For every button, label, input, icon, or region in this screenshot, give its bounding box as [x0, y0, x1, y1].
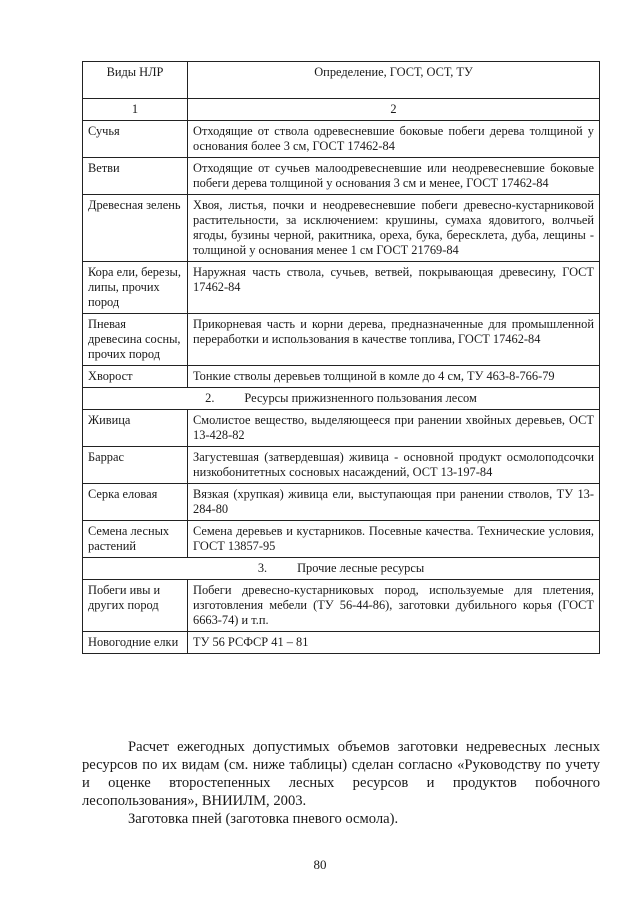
header-col-types: Виды НЛР [83, 62, 188, 99]
body-paragraph-stumps: Заготовка пней (заготовка пневого осмола). [128, 811, 399, 827]
resource-name: Сучья [83, 121, 188, 158]
table-row [83, 158, 600, 195]
body-paragraph-calculation: Расчет ежегодных допустимых объемов заготовки недревесных лесных ресурсов по их видам (см. ниже таблицы) сделан согласно «Руководству по учету и оценке второстепенных лесных ресурсов и продуктов побочного лесопользования», ВНИИЛМ, 2003. [82, 739, 600, 809]
table-row [83, 410, 600, 447]
section-heading-row [83, 558, 600, 580]
resource-definition: Смолистое вещество, выделяющееся при ранении хвойных деревьев, ОСТ 13-428-82 [188, 410, 600, 447]
resource-name: Древесная зелень [83, 195, 188, 262]
table-row [83, 521, 600, 558]
resource-name: Хворост [83, 366, 188, 388]
resource-definition: Наружная часть ствола, сучьев, ветвей, покрывающая древесину, ГОСТ 17462-84 [188, 262, 600, 314]
resource-definition: Прикорневая часть и корни дерева, предназначенные для промышленной переработки и использования в качестве топлива, ГОСТ 17462-84 [188, 314, 600, 366]
page-number: 80 [313, 857, 327, 872]
resource-definition: Отходящие от ствола одревесневшие боковые побеги дерева толщиной у основания более 3 см, ГОСТ 17462-84 [188, 121, 600, 158]
resource-definition: Отходящие от сучьев малоодревесневшие или неодревесневшие боковые побеги дерева толщиной у основания 3 см и менее, ГОСТ 17462-84 [188, 158, 600, 195]
resource-name: Семена лесных растений [83, 521, 188, 558]
resource-name: Живица [83, 410, 188, 447]
column-number-2: 2 [188, 99, 600, 121]
resource-name: Ветви [83, 158, 188, 195]
resource-name: Баррас [83, 447, 188, 484]
table-row [83, 484, 600, 521]
resource-name: Серка еловая [83, 484, 188, 521]
section-heading [83, 558, 600, 580]
table-row [83, 195, 600, 262]
table-row [83, 580, 600, 632]
table-row [83, 262, 600, 314]
table-row [83, 121, 600, 158]
section-title: Ресурсы прижизненного пользования лесом [244, 391, 477, 405]
section-number: 3. [257, 561, 268, 575]
resource-definition: Хвоя, листья, почки и неодревесневшие побеги древесно-кустарниковой растительности, за исключением: крушины, сумаха ядовитого, волчьей ягоды, бузины черной, ракитника, ореха, бука, бересклета, дуба, лещины - толщиной у основания менее 1 см ГОСТ 21769-84 [188, 195, 600, 262]
resource-definition: Вязкая (хрупкая) живица ели, выступающая при ранении стволов, ТУ 13-284-80 [188, 484, 600, 521]
table-row [83, 447, 600, 484]
column-number-1: 1 [83, 99, 188, 121]
resource-definition: Загустевшая (затвердевшая) живица - основной продукт осмолоподсочки низкобонитетных сосновых насаждений, ОСТ 13-197-84 [188, 447, 600, 484]
resource-definition: Побеги древесно-кустарниковых пород, используемые для плетения, изготовления мебели (ТУ 56-44-86), заготовки дубильного корья (ГОСТ 6663-74) и т.п. [188, 580, 600, 632]
resource-definition: ТУ 56 РСФСР 41 – 81 [188, 632, 600, 654]
section-title: Прочие лесные ресурсы [297, 561, 425, 575]
column-number-row [83, 99, 600, 121]
header-col-definition: Определение, ГОСТ, ОСТ, ТУ [188, 62, 600, 99]
section-number: 2. [205, 391, 215, 405]
resource-name: Новогодние елки [83, 632, 188, 654]
table-row [83, 366, 600, 388]
resource-name: Пневая древесина сосны, прочих пород [83, 314, 188, 366]
resource-definition: Семена деревьев и кустарников. Посевные качества. Технические условия, ГОСТ 13857-95 [188, 521, 600, 558]
resource-definition: Тонкие стволы деревьев толщиной в комле до 4 см, ТУ 463-8-766-79 [188, 366, 600, 388]
table-row [83, 314, 600, 366]
section-heading-row [83, 388, 600, 410]
section-heading [83, 388, 600, 410]
resource-name: Кора ели, березы, липы, прочих пород [83, 262, 188, 314]
resource-name: Побеги ивы и других пород [83, 580, 188, 632]
table-row [83, 632, 600, 654]
nlr-definitions-table [82, 61, 600, 654]
table-header-row [83, 62, 600, 99]
